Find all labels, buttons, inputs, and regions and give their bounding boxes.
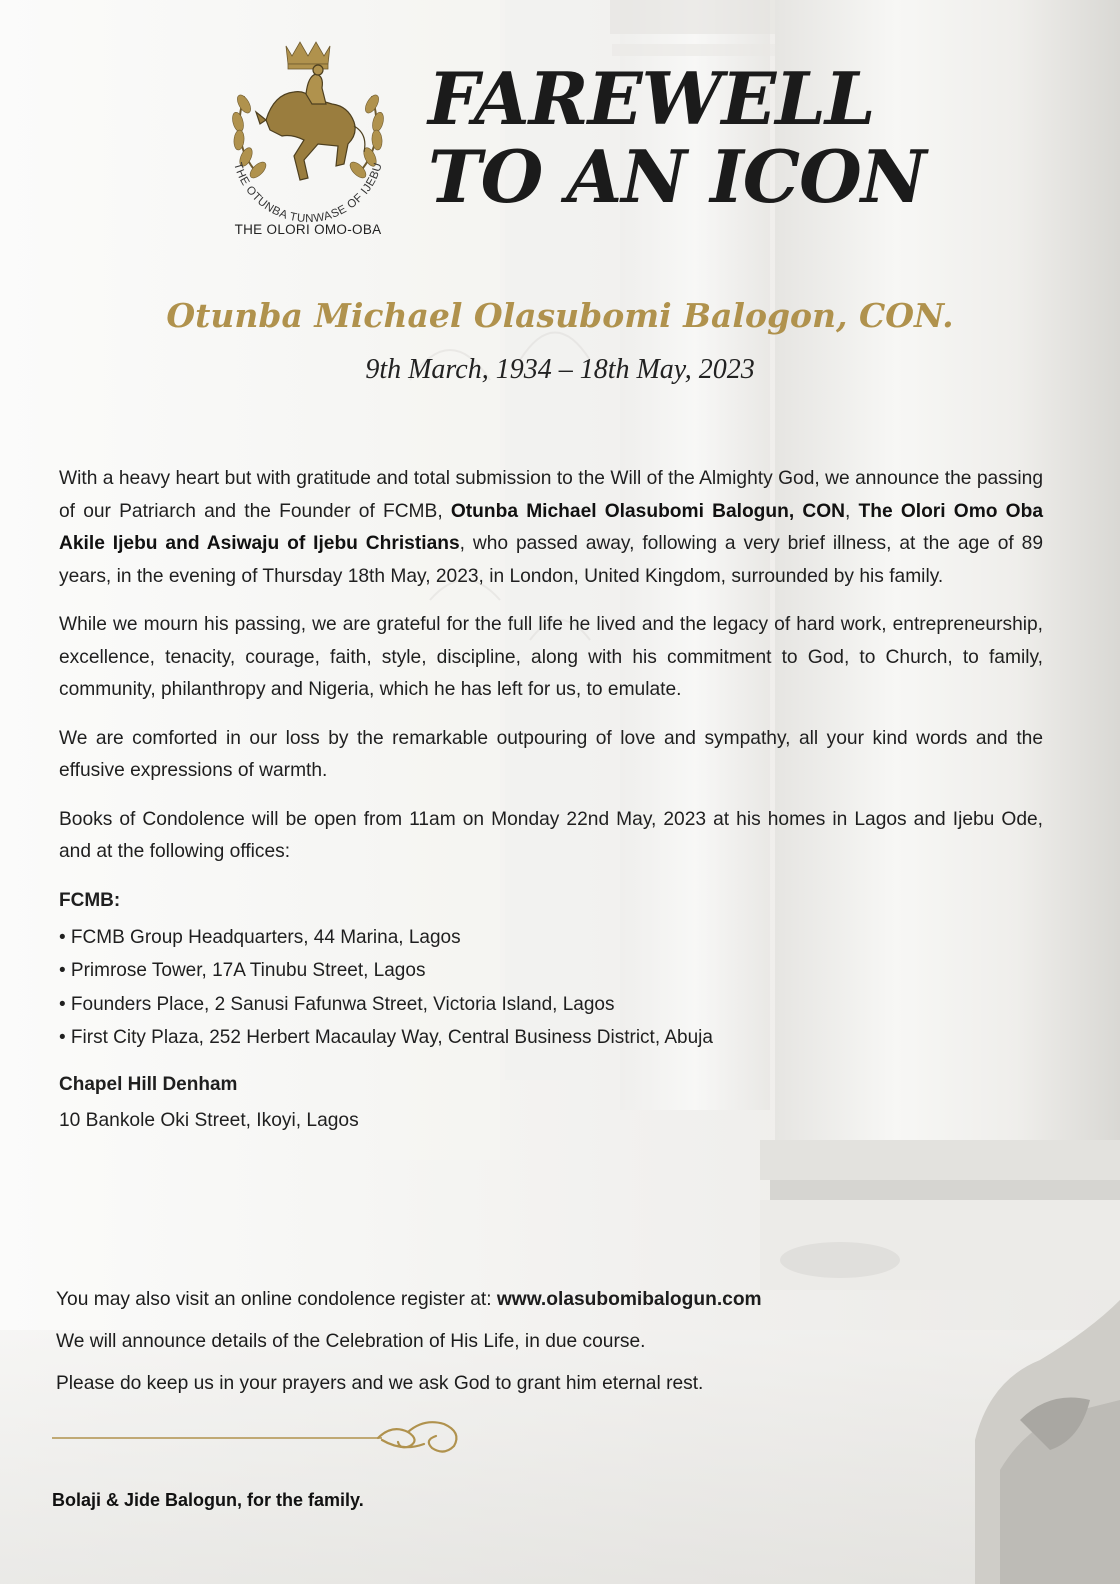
life-dates: 9th March, 1934 – 18th May, 2023 xyxy=(365,354,755,385)
text-run: With a heavy heart but with gratitude and total submission to the Will of the Almighty God, we announce the passing of our Patriarch and the Founder of FCMB, xyxy=(59,468,1043,522)
bold-title: The Olori Omo Oba Akile Ijebu and Asiwaju of Ijebu Christians xyxy=(59,500,1043,554)
register-text: You may also visit an online condolence register at: xyxy=(56,1289,497,1310)
crest-caption: THE OLORI OMO-OBA xyxy=(234,222,382,237)
text-run: , xyxy=(845,500,859,522)
headline-line-2: TO AN ICON xyxy=(428,134,926,219)
office-item: • First City Plaza, 252 Herbert Macaulay Way, Central Business District, Abuja xyxy=(59,1027,713,1048)
paragraph-comfort: We are comforted in our loss by the remarkable outpouring of love and sympathy, all your kind words and the effusive expressions of warmth. xyxy=(59,727,1043,781)
register-url-link[interactable]: www.olasubomibalogun.com xyxy=(496,1289,762,1310)
announcement-body xyxy=(59,463,1043,1137)
fcmb-office-list xyxy=(59,921,1043,1055)
paragraph-legacy: While we mourn his passing, we are grateful for the full life he lived and the legacy of hard work, entrepreneurship, excellence, tenacity, courage, faith, style, discipline, along with his commitment to God, to Church, to family, community, philanthropy and Nigeria, which he has left for us, to emulate. xyxy=(59,614,1043,700)
office-item: • Primrose Tower, 17A Tinubu Street, Lagos xyxy=(59,960,426,981)
text-run: , who passed away, following a very brief illness, at the age of 89 years, in the evening of Thursday 18th May, 2023, in London, United Kingdom, surrounded by his family. xyxy=(59,533,1043,587)
crown-icon xyxy=(286,42,330,69)
paragraph-announcement xyxy=(59,463,1043,593)
office-item: • FCMB Group Headquarters, 44 Marina, Lagos xyxy=(59,926,461,948)
fcmb-heading: FCMB: xyxy=(59,889,121,911)
crest-ring-text: THE OTUNBA TUNWASE OF IJEBU xyxy=(231,161,385,226)
paragraph-condolence-books: Books of Condolence will be open from 11am on Monday 22nd May, 2023 at his homes in Lagos and Ijebu Ode, and at the following offices: xyxy=(59,808,1043,862)
office-item: • Founders Place, 2 Sanusi Fafunwa Street, Victoria Island, Lagos xyxy=(59,993,615,1015)
family-signature: Bolaji & Jide Balogun, for the family. xyxy=(52,1490,364,1510)
announce-line: We will announce details of the Celebration of His Life, in due course. xyxy=(56,1331,646,1352)
headline-line-1: FAREWELL xyxy=(428,56,875,141)
otunba-crest-logo xyxy=(208,34,408,244)
closing-section xyxy=(56,1285,1056,1411)
flourish-icon xyxy=(378,1422,456,1451)
horse-rider-icon xyxy=(256,65,365,180)
ornamental-divider xyxy=(52,1414,472,1458)
register-line xyxy=(56,1285,1056,1315)
chapel-hill-heading: Chapel Hill Denham xyxy=(59,1073,238,1095)
chapel-hill-address: 10 Bankole Oki Street, Ikoyi, Lagos xyxy=(59,1109,359,1131)
bold-name: Otunba Michael Olasubomi Balogun, CON xyxy=(450,500,845,522)
prayer-line: Please do keep us in your prayers and we ask God to grant him eternal rest. xyxy=(56,1373,704,1394)
deceased-name: Otunba Michael Olasubomi Balogon, CON. xyxy=(166,296,954,335)
headline xyxy=(428,56,926,219)
